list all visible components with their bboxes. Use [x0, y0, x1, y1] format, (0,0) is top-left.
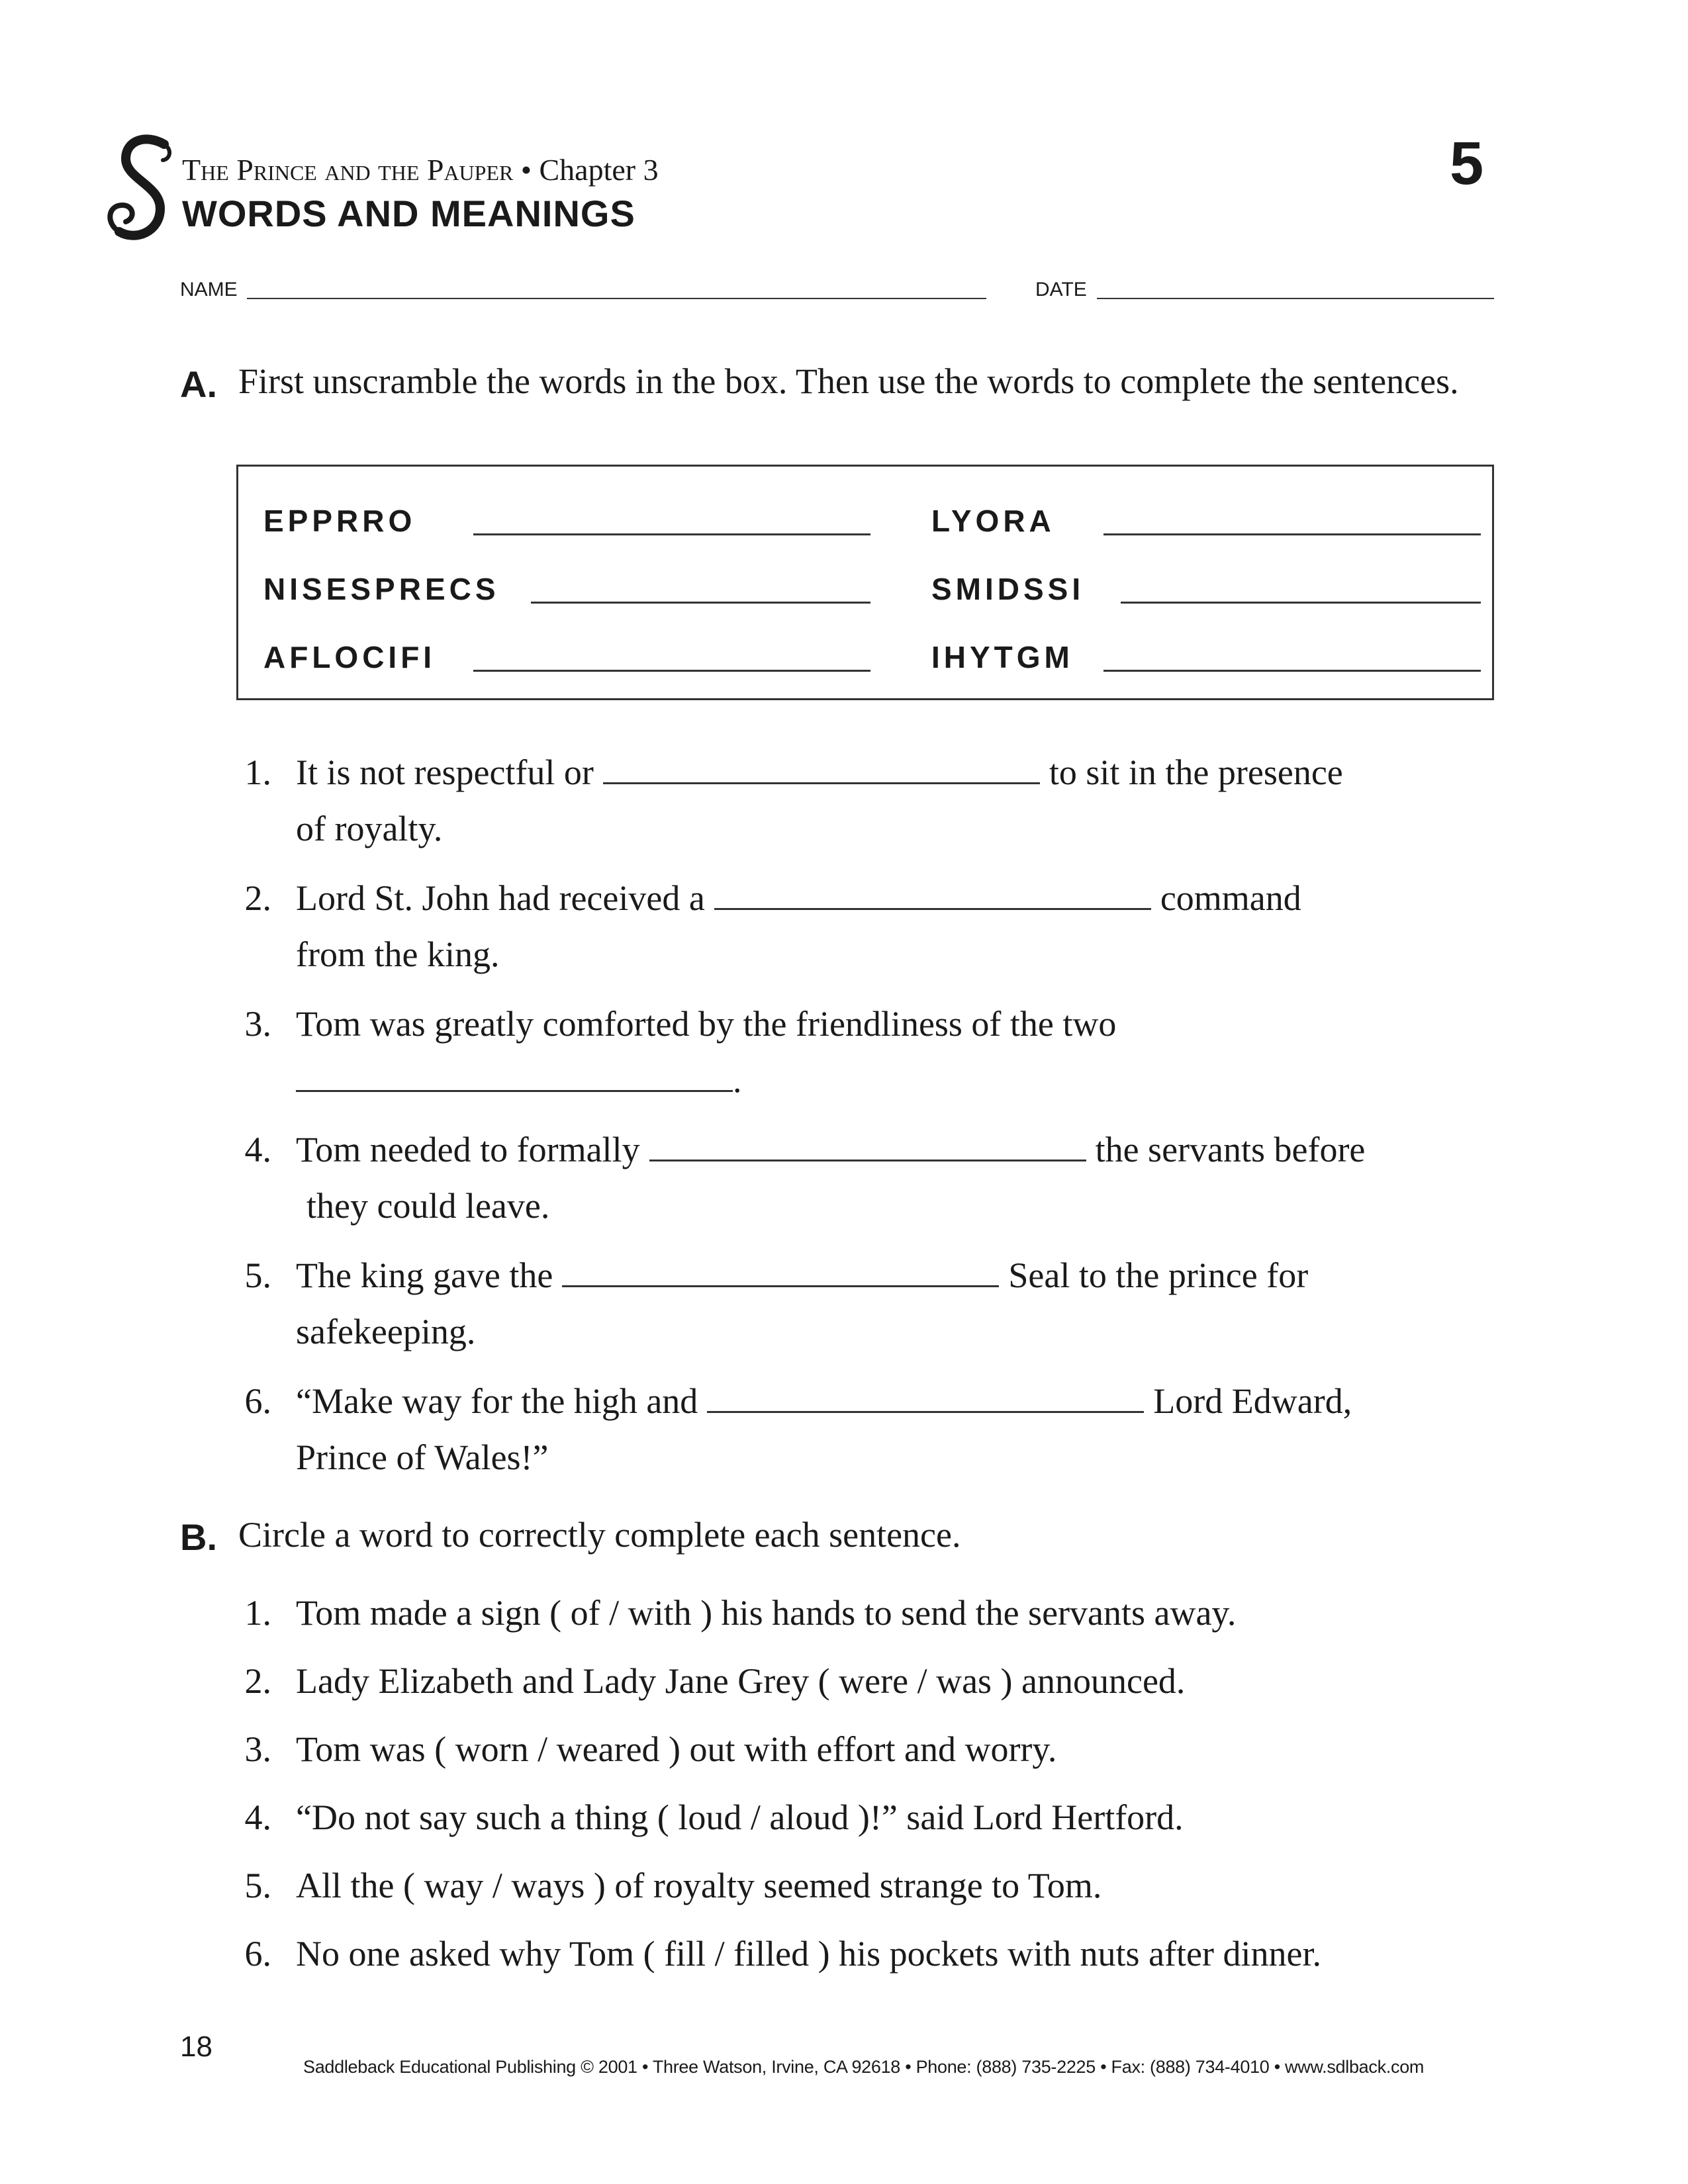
- answer-blank: [473, 533, 870, 535]
- answer-blank: [531, 602, 870, 604]
- question-text: No one asked why Tom ( fill / filled ) his pockets with nuts after dinner.: [296, 1934, 1321, 1974]
- scrambled-word: IHYTGM: [931, 640, 1074, 674]
- answer-blank: [1103, 533, 1481, 535]
- scrambled-word: SMIDSSI: [931, 572, 1085, 606]
- question-number: 5.: [244, 1255, 271, 1295]
- question-text: All the ( way / ways ) of royalty seemed strange to Tom.: [296, 1866, 1102, 1905]
- section-a-instructions: First unscramble the words in the box. Then use the words to complete the sentences.: [238, 361, 1459, 401]
- question-text: Tom made a sign ( of / with ) his hands to send the servants away.: [296, 1593, 1237, 1633]
- question-number: 4.: [244, 1797, 271, 1837]
- date-label: DATE: [1035, 279, 1087, 300]
- scrambled-word: LYORA: [931, 504, 1055, 538]
- scrambled-word: AFLOCIFI: [263, 640, 436, 674]
- publisher-footer: Saddleback Educational Publishing © 2001 • Three Watson, Irvine, CA 92618 • Phone: (888) 735-2225 • Fax: (888) 734-4010 • www.sdlback.com: [303, 2057, 1425, 2077]
- question-number: 6.: [244, 1381, 271, 1421]
- question-number: 5.: [244, 1866, 271, 1905]
- worksheet-number: 5: [1450, 130, 1484, 197]
- scrambled-word: EPPRRO: [263, 504, 416, 538]
- question-text: Tom was ( worn / weared ) out with effort and worry.: [296, 1729, 1057, 1769]
- question-text: Lady Elizabeth and Lady Jane Grey ( were / was ) announced.: [296, 1661, 1186, 1701]
- name-line: [247, 298, 986, 299]
- question-number: 2.: [244, 1661, 271, 1701]
- question-number: 1.: [244, 752, 271, 792]
- date-line: [1097, 298, 1494, 299]
- publisher-logo: [99, 132, 185, 245]
- question-text: The king gave the Seal to the prince for safekeeping.: [296, 1255, 1309, 1351]
- answer-blank: [1103, 670, 1481, 672]
- chapter-label: Chapter 3: [539, 153, 659, 187]
- question-number: 3.: [244, 1729, 271, 1769]
- section-b-instructions: Circle a word to correctly complete each sentence.: [238, 1515, 961, 1555]
- question-text: Tom was greatly comforted by the friendliness of the two .: [296, 1004, 1117, 1100]
- question-number: 4.: [244, 1130, 271, 1169]
- question-number: 2.: [244, 878, 271, 918]
- book-title: The Prince and the Pauper: [182, 153, 514, 187]
- question-text: “Make way for the high and Lord Edward, Prince of Wales!”: [296, 1381, 1352, 1477]
- book-header: [182, 152, 659, 187]
- question-text: It is not respectful or to sit in the presence of royalty.: [296, 752, 1343, 848]
- answer-blank: [1121, 602, 1481, 604]
- answer-blank: [473, 670, 870, 672]
- question-number: 1.: [244, 1593, 271, 1633]
- question-text: Lord St. John had received a command from the king.: [296, 878, 1301, 974]
- header-separator: •: [520, 153, 532, 187]
- question-number: 3.: [244, 1004, 271, 1044]
- worksheet-title: WORDS AND MEANINGS: [182, 193, 635, 234]
- page-number: 18: [180, 2030, 212, 2063]
- question-number: 6.: [244, 1934, 271, 1974]
- section-b-letter: B.: [180, 1516, 217, 1558]
- name-label: NAME: [180, 279, 238, 300]
- section-a-letter: A.: [180, 363, 217, 405]
- scrambled-word: NISESPRECS: [263, 572, 500, 606]
- question-text: Tom needed to formally the servants before they could leave.: [296, 1130, 1366, 1226]
- question-text: “Do not say such a thing ( loud / aloud )!” said Lord Hertford.: [296, 1797, 1184, 1837]
